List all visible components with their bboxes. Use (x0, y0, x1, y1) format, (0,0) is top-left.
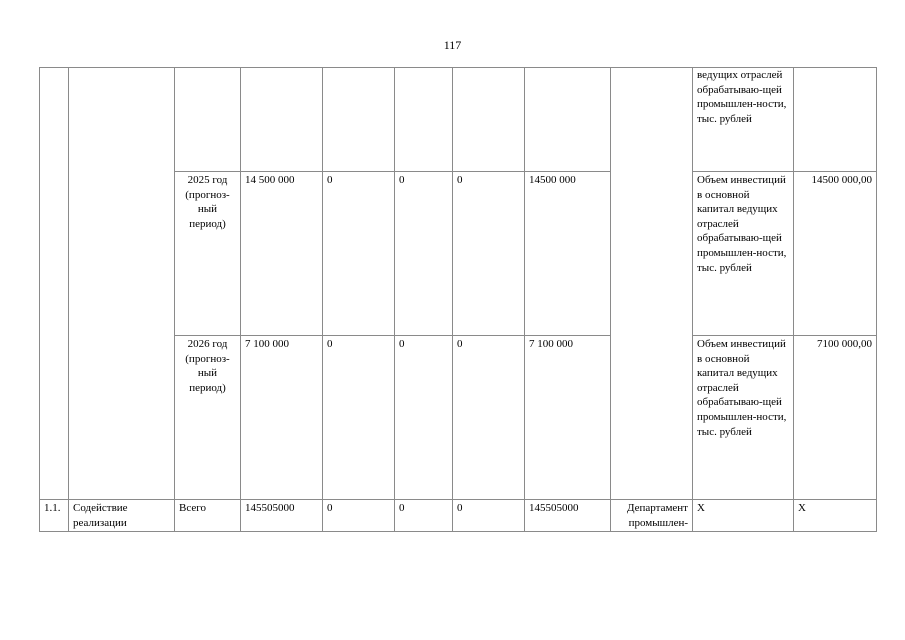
value-cell: X (794, 500, 877, 532)
extra-cell: 7 100 000 (525, 336, 611, 500)
indicator-cell: Объем инвестиций в основной капитал ведущих отраслей обрабатываю-щей промышлен-ности, тыс. рублей (693, 336, 794, 500)
name-cell: Содействие реализации (69, 500, 175, 532)
num-cell (40, 68, 69, 500)
program-table (39, 67, 877, 532)
period-cell (175, 68, 241, 172)
extra-cell: 145505000 (525, 500, 611, 532)
total-cell: 7 100 000 (241, 336, 323, 500)
period-cell: 2025 год (прогноз-ный период) (175, 172, 241, 336)
indicator-cell: Объем инвестиций в основной капитал ведущих отраслей обрабатываю-щей промышлен-ности, тыс. рублей (693, 172, 794, 336)
reg-cell: 0 (395, 500, 453, 532)
value-cell: 14500 000,00 (794, 172, 877, 336)
fed-cell: 0 (323, 500, 395, 532)
reg-cell: 0 (395, 336, 453, 500)
total-cell (241, 68, 323, 172)
fed-cell: 0 (323, 336, 395, 500)
period-cell: Всего (175, 500, 241, 532)
value-cell: 7100 000,00 (794, 336, 877, 500)
mun-cell: 0 (453, 172, 525, 336)
indicator-cell: ведущих отраслей обрабатываю-щей промышлен-ности, тыс. рублей (693, 68, 794, 172)
value-cell (794, 68, 877, 172)
mun-cell: 0 (453, 500, 525, 532)
executor-cell (611, 68, 693, 500)
page-number: 117 (443, 38, 462, 52)
table-row (40, 68, 877, 172)
num-cell: 1.1. (40, 500, 69, 532)
table-row (40, 500, 877, 532)
mun-cell (453, 68, 525, 172)
indicator-cell: X (693, 500, 794, 532)
reg-cell (395, 68, 453, 172)
period-cell: 2026 год (прогноз-ный период) (175, 336, 241, 500)
name-cell (69, 68, 175, 500)
total-cell: 145505000 (241, 500, 323, 532)
extra-cell (525, 68, 611, 172)
extra-cell: 14500 000 (525, 172, 611, 336)
total-cell: 14 500 000 (241, 172, 323, 336)
fed-cell: 0 (323, 172, 395, 336)
mun-cell: 0 (453, 336, 525, 500)
executor-cell: Департамент промышлен- (611, 500, 693, 532)
reg-cell: 0 (395, 172, 453, 336)
fed-cell (323, 68, 395, 172)
